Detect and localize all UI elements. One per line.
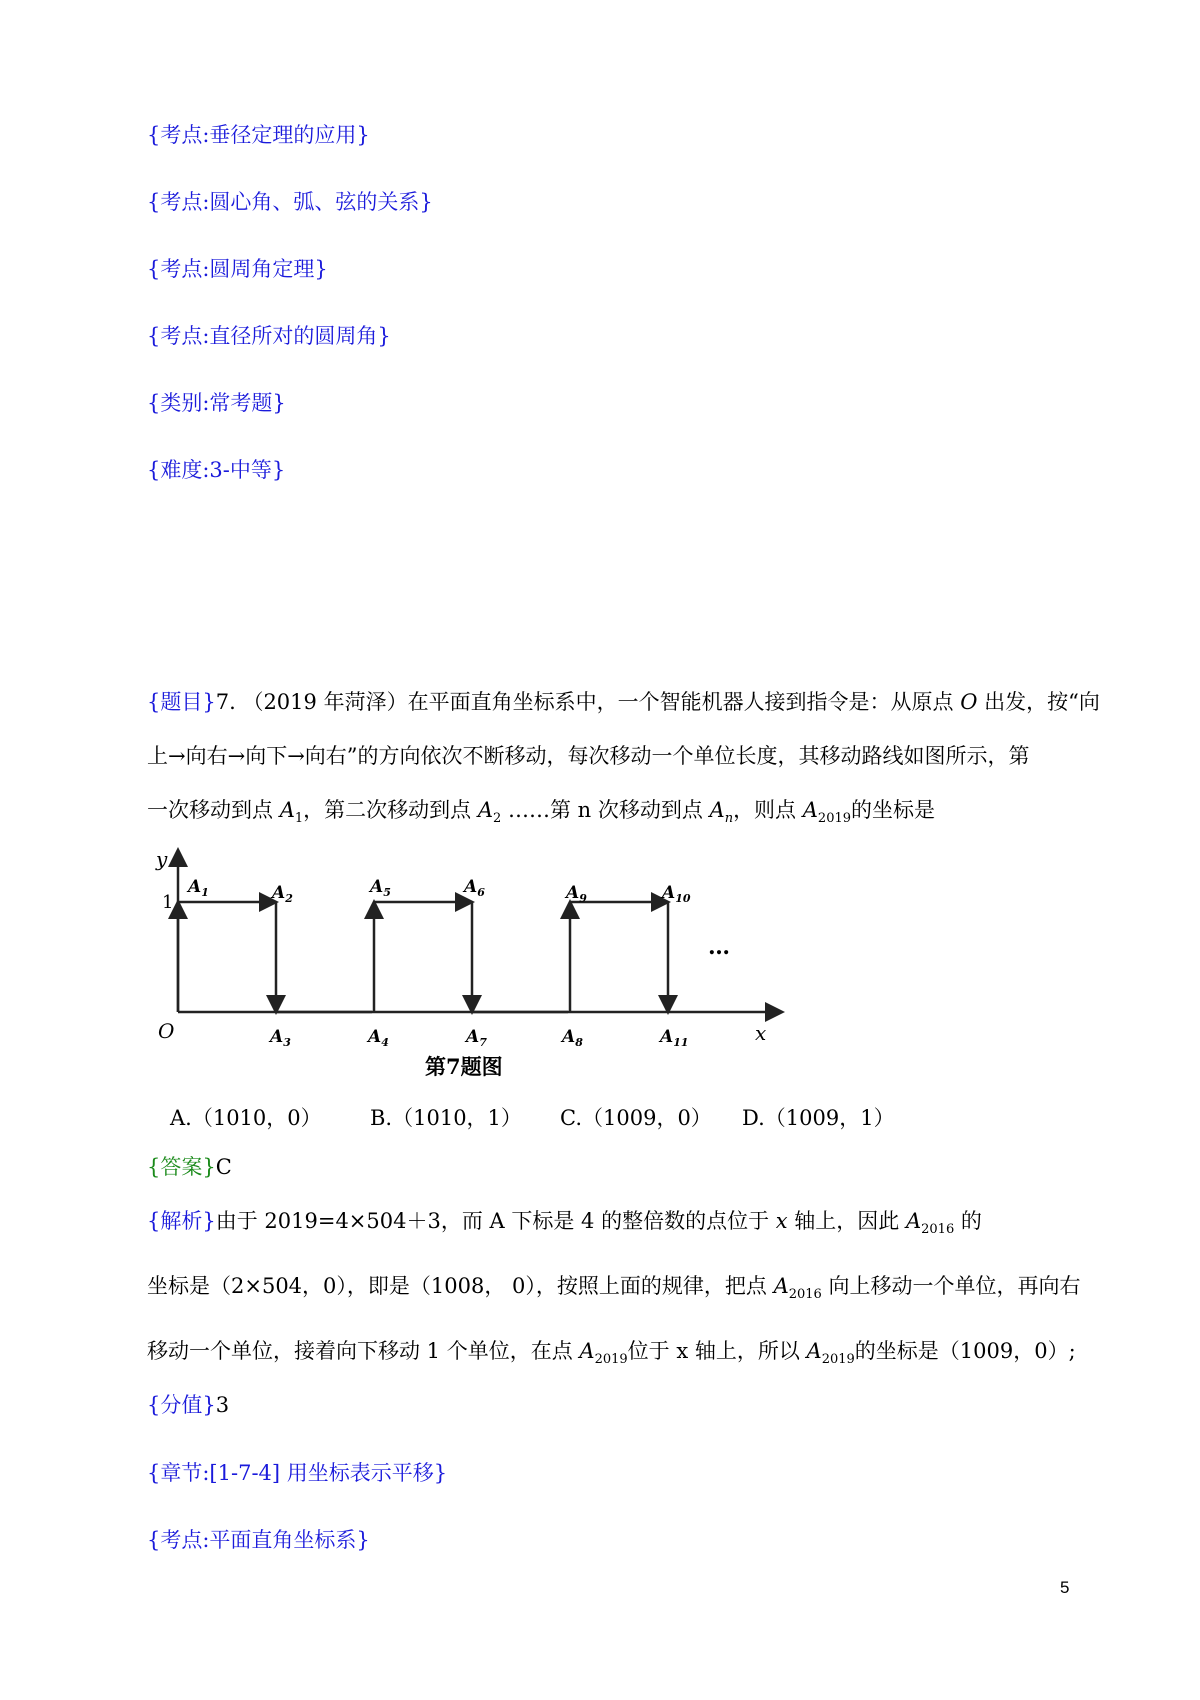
ellipsis: … — [708, 934, 730, 960]
score-line — [147, 1390, 229, 1420]
analysis-line-3: 移动一个单位，接着向下移动 1 个单位，在点 $A_{2019}$位于 x 轴上，所以 $A_{2019}$的坐标是（1009，0）; — [147, 1339, 1076, 1367]
chapter-tag: {章节:[1-7-4] 用坐标表示平移} — [147, 1461, 448, 1485]
x-axis-label: x — [755, 1021, 767, 1045]
kaodian-tag-1: {考点:垂径定理的应用} — [147, 123, 370, 147]
question-line-3: 一次移动到点 $A_1$，第二次移动到点 $A_2$ ……第 n 次移动到点 $A_n$，则点 $A_{2019}$的坐标是 — [147, 798, 936, 826]
page-number: 5 — [1060, 1578, 1070, 1597]
answer-tag: {答案} — [147, 1155, 216, 1179]
label-A8: $A_8$ — [562, 1027, 583, 1049]
answer-value: C — [215, 1155, 232, 1179]
kaodian-tag-3: {考点:圆周角定理} — [147, 257, 328, 281]
robot-path-figure — [140, 842, 800, 1096]
label-A11: $A_{11}$ — [660, 1027, 689, 1049]
kaodian-tag-2: {考点:圆心角、弧、弦的关系} — [147, 190, 433, 214]
coordinate-diagram — [140, 842, 800, 1092]
label-A10: $A_{10}$ — [662, 883, 691, 905]
question-line-1: {题目}7. （2019 年菏泽）在平面直角坐标系中，一个智能机器人接到指令是：从原点 O 出发，按“向 — [147, 690, 1100, 714]
y-axis-label: y — [156, 847, 168, 871]
option-b: B.（1010，1） — [370, 1106, 522, 1130]
label-A6: $A_6$ — [464, 877, 485, 899]
analysis-tag: {解析} — [147, 1209, 216, 1233]
category-tag: {类别:常考题} — [147, 391, 286, 415]
answer-line — [147, 1152, 232, 1182]
option-c: C.（1009，0） — [560, 1106, 712, 1130]
figure-caption: 第7题图 — [425, 1054, 503, 1079]
option-d: D.（1009，1） — [742, 1106, 895, 1130]
analysis-line-2: 坐标是（2×504，0），即是（1008， 0），按照上面的规律，把点 $A_{2016}$ 向上移动一个单位，再向右 — [147, 1274, 1081, 1302]
label-A2: $A_2$ — [272, 883, 293, 905]
label-A9: $A_9$ — [566, 883, 587, 905]
kaodian-coordinate-tag: {考点:平面直角坐标系} — [147, 1528, 370, 1552]
origin-label: O — [158, 1019, 175, 1043]
score-tag: {分值} — [147, 1393, 216, 1417]
unit-label: 1 — [162, 892, 174, 913]
label-A4: $A_4$ — [368, 1027, 389, 1049]
label-A1: $A_1$ — [188, 877, 209, 899]
option-a: A.（1010，0） — [170, 1106, 322, 1130]
analysis-line-1: {解析}由于 2019=4×504＋3，而 A 下标是 4 的整倍数的点位于 x 轴上，因此 $A_{2016}$ 的 — [147, 1209, 982, 1237]
label-A7: $A_7$ — [466, 1027, 487, 1049]
difficulty-tag: {难度:3-中等} — [147, 458, 286, 482]
score-value: 3 — [215, 1393, 230, 1417]
kaodian-tag-4: {考点:直径所对的圆周角} — [147, 324, 391, 348]
label-A3: $A_3$ — [270, 1027, 291, 1049]
question-line-2: 上→向右→向下→向右”的方向依次不断移动，每次移动一个单位长度，其移动路线如图所示，第 — [147, 744, 1030, 768]
question-tag: {题目} — [147, 690, 216, 714]
label-A5: $A_5$ — [370, 877, 391, 899]
